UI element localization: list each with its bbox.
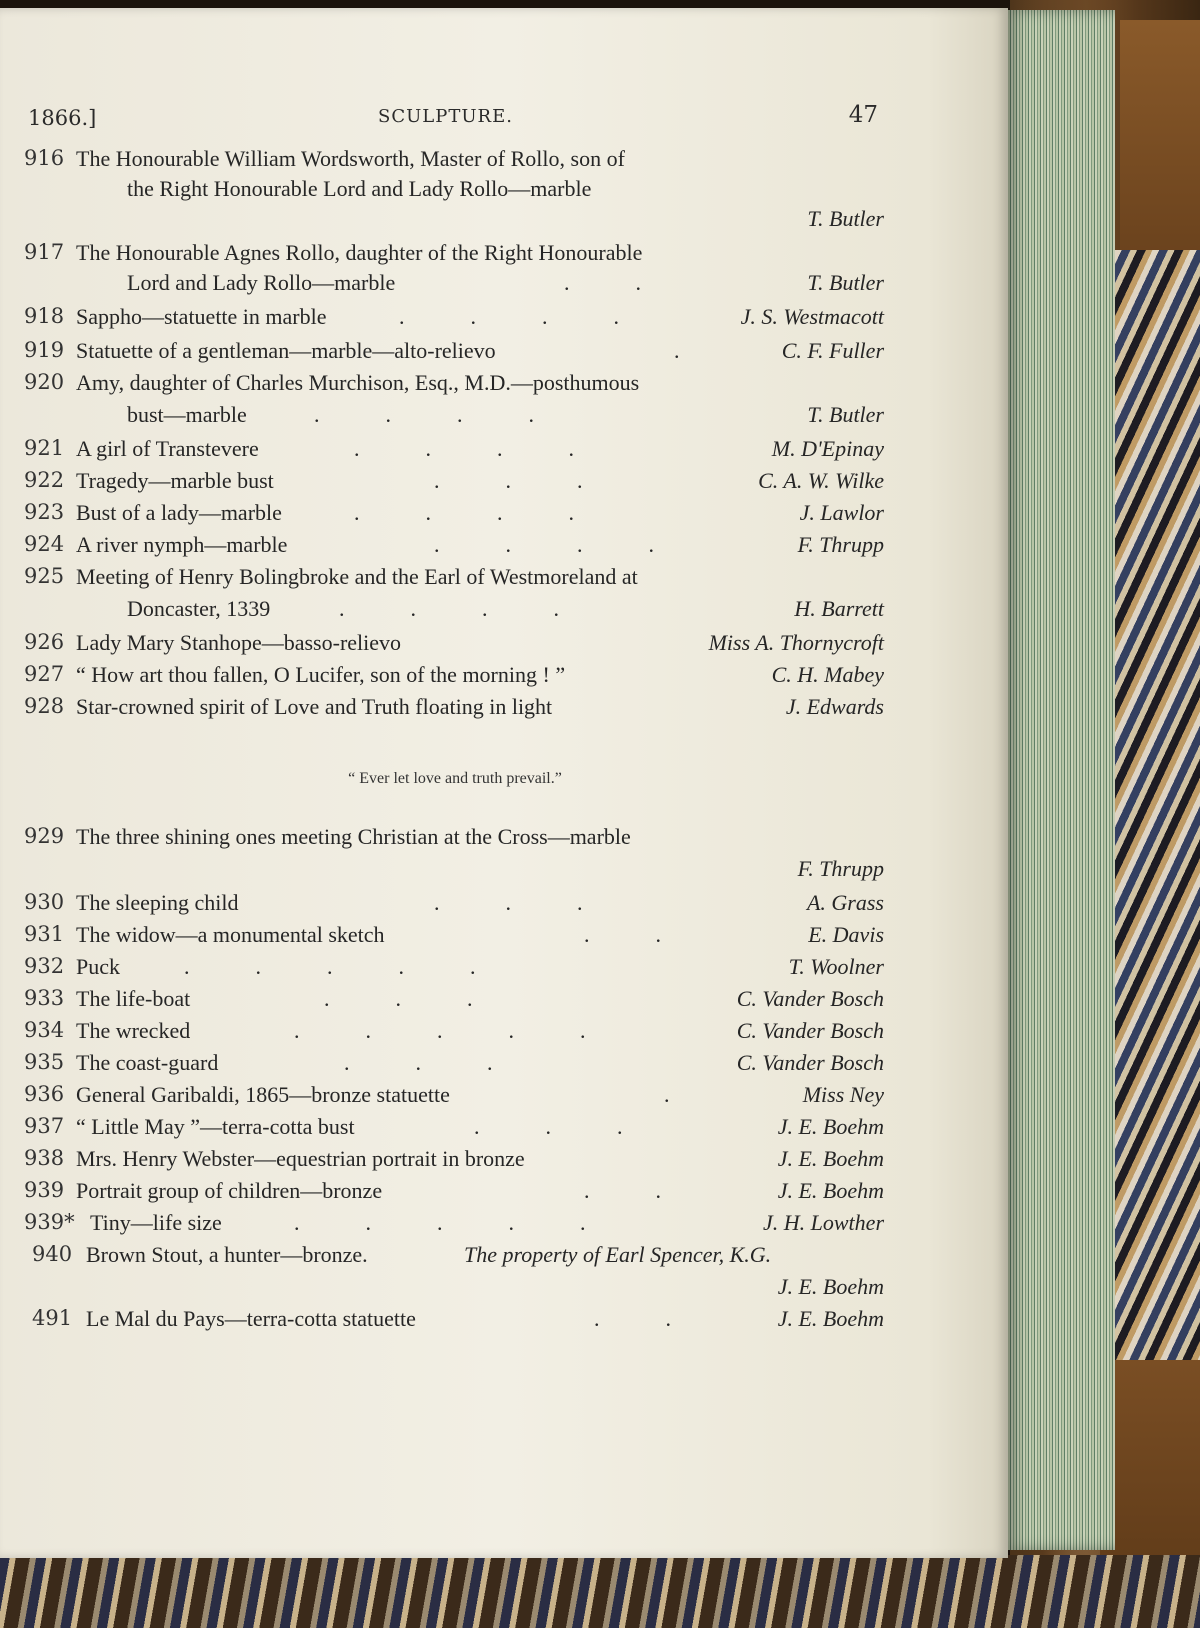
- entry-928: [24, 694, 884, 726]
- marbled-endpaper: [1115, 250, 1200, 1370]
- entry-929-artist: [24, 856, 884, 888]
- entry-title: A girl of Transtevere: [76, 436, 259, 461]
- entry-940-artist: [24, 1274, 884, 1306]
- entry-917: [24, 240, 884, 272]
- leader-dots: . .: [564, 270, 641, 295]
- entry-title: Portrait group of children—bronze: [76, 1178, 383, 1203]
- entry-title: “ Little May ”—terra-cotta bust: [76, 1114, 355, 1139]
- entry-artist: Miss A. Thornycroft: [708, 630, 884, 655]
- entry-title: Tiny—life size: [90, 1210, 222, 1235]
- leader-dots: . . . .: [354, 500, 574, 525]
- entry-title: General Garibaldi, 1865—bronze statuette: [76, 1082, 450, 1107]
- entry-artist: C. F. Fuller: [781, 338, 884, 363]
- entry-number: 918: [24, 304, 65, 328]
- entry-artist: T. Woolner: [788, 954, 884, 979]
- entry-title: Lady Mary Stanhope—basso-relievo: [76, 630, 402, 655]
- leader-dots: . . . .: [339, 596, 559, 621]
- leader-dots: . . . .: [434, 532, 654, 557]
- entry-artist: C. A. W. Wilke: [758, 468, 884, 493]
- entry-title: Statuette of a gentleman—marble—alto-relievo: [76, 338, 496, 363]
- entry-artist: J. E. Boehm: [777, 1274, 884, 1299]
- entry-title: The sleeping child: [76, 890, 239, 915]
- entry-title: Sappho—statuette in marble: [76, 304, 327, 329]
- catalogue-page: [0, 8, 1008, 1558]
- entry-number: 491: [32, 1306, 73, 1330]
- entry-925: [24, 564, 884, 596]
- entry-number: 920: [24, 370, 65, 394]
- marbled-bottom-edge: [0, 1555, 1200, 1628]
- header-year: 1866.]: [28, 106, 97, 130]
- entry-918: [24, 304, 884, 336]
- epigraph-quote: “ Ever let love and truth prevail.”: [348, 770, 562, 787]
- header-title: SCULPTURE.: [378, 106, 513, 127]
- entry-936: [24, 1082, 884, 1114]
- entry-title: Bust of a lady—marble: [76, 500, 282, 525]
- entry-939: [24, 1178, 884, 1210]
- entry-artist: Miss Ney: [802, 1082, 884, 1107]
- entry-number: 929: [24, 824, 65, 848]
- entry-number: 935: [24, 1050, 65, 1074]
- entry-artist: J. Edwards: [785, 694, 884, 719]
- leader-dots: . . . .: [399, 304, 619, 329]
- entry-artist: C. Vander Bosch: [736, 986, 884, 1011]
- entry-artist: H. Barrett: [794, 596, 884, 621]
- entry-number: 919: [24, 338, 65, 362]
- leader-dots: .: [674, 338, 680, 363]
- entry-title: The Honourable Agnes Rollo, daughter of the Right Honourable: [76, 240, 643, 265]
- entry-939-star: [24, 1210, 884, 1242]
- entry-artist: J. S. Westmacott: [740, 304, 884, 329]
- entry-number: 932: [24, 954, 65, 978]
- page-edges: [1005, 10, 1115, 1550]
- entry-number: 931: [24, 922, 65, 946]
- entry-number: 917: [24, 240, 65, 264]
- entry-938: [24, 1146, 884, 1178]
- entry-number: 916: [24, 146, 65, 170]
- entry-title: The widow—a monumental sketch: [76, 922, 385, 947]
- entry-artist: F. Thrupp: [797, 856, 884, 881]
- leader-dots: . . .: [324, 986, 473, 1011]
- entry-title: A river nymph—marble: [76, 532, 288, 557]
- entry-title-cont: Lord and Lady Rollo—marble: [127, 270, 396, 295]
- entry-934: [24, 1018, 884, 1050]
- entry-number: 933: [24, 986, 65, 1010]
- entry-916-artist: [24, 206, 884, 238]
- entry-number: 928: [24, 694, 65, 718]
- entry-number: 939*: [24, 1210, 75, 1234]
- entry-number: 939: [24, 1178, 65, 1202]
- entry-922: [24, 468, 884, 500]
- leader-dots: . .: [584, 922, 661, 947]
- entry-title: Le Mal du Pays—terra-cotta statuette: [86, 1306, 416, 1331]
- entry-923: [24, 500, 884, 532]
- entry-title: The wrecked: [76, 1018, 191, 1043]
- entry-title: Puck: [76, 954, 120, 979]
- entry-number: 926: [24, 630, 65, 654]
- entry-926: [24, 630, 884, 662]
- entry-artist: C. Vander Bosch: [736, 1050, 884, 1075]
- leader-dots: .: [664, 1082, 670, 1107]
- page-number: 47: [848, 102, 878, 128]
- entry-number: 934: [24, 1018, 65, 1042]
- entry-artist: T. Butler: [807, 270, 884, 295]
- entry-title: The Honourable William Wordsworth, Master of Rollo, son of: [76, 146, 625, 171]
- entry-930: [24, 890, 884, 922]
- entry-937: [24, 1114, 884, 1146]
- entry-number: 922: [24, 468, 65, 492]
- entry-property-note: The property of Earl Spencer, K.G.: [464, 1242, 772, 1267]
- entry-title: “ How art thou fallen, O Lucifer, son of the morning ! ”: [76, 662, 566, 687]
- leader-dots: . . . .: [314, 402, 534, 427]
- entry-artist: J. E. Boehm: [777, 1178, 884, 1203]
- leader-dots: . . . . .: [294, 1018, 586, 1043]
- entry-number: 936: [24, 1082, 65, 1106]
- entry-number: 940: [32, 1242, 73, 1266]
- entry-title: Amy, daughter of Charles Murchison, Esq., M.D.—posthumous: [76, 370, 640, 395]
- entry-number: 923: [24, 500, 65, 524]
- entry-number: 927: [24, 662, 65, 686]
- leader-dots: . . .: [344, 1050, 493, 1075]
- entry-940: [24, 1242, 884, 1274]
- entry-artist: F. Thrupp: [797, 532, 884, 557]
- entry-artist: J. E. Boehm: [777, 1114, 884, 1139]
- leader-dots: . .: [584, 1178, 661, 1203]
- entry-491: [24, 1306, 884, 1338]
- entry-927: [24, 662, 884, 694]
- entry-title: Star-crowned spirit of Love and Truth floating in light: [76, 694, 553, 719]
- entry-artist: J. E. Boehm: [777, 1306, 884, 1331]
- entry-number: 938: [24, 1146, 65, 1170]
- entry-artist: E. Davis: [808, 922, 884, 947]
- entry-artist: A. Grass: [806, 890, 884, 915]
- entry-number: 924: [24, 532, 65, 556]
- entry-artist: J. H. Lowther: [763, 1210, 884, 1235]
- leader-dots: . . .: [434, 468, 583, 493]
- entry-title: The life-boat: [76, 986, 191, 1011]
- entry-artist: M. D'Epinay: [771, 436, 884, 461]
- entry-title: The three shining ones meeting Christian at the Cross—marble: [76, 824, 631, 849]
- entry-932: [24, 954, 884, 986]
- entry-929: [24, 824, 884, 856]
- entry-artist: T. Butler: [807, 206, 884, 231]
- entry-931: [24, 922, 884, 954]
- leader-dots: . . . . .: [294, 1210, 586, 1235]
- entry-artist: C. Vander Bosch: [736, 1018, 884, 1043]
- leader-dots: . .: [594, 1306, 671, 1331]
- entry-artist: J. Lawlor: [799, 500, 884, 525]
- entry-935: [24, 1050, 884, 1082]
- leader-dots: . . . .: [354, 436, 574, 461]
- entry-title: Mrs. Henry Webster—equestrian portrait in bronze: [76, 1146, 525, 1171]
- entry-920-cont: [24, 402, 884, 434]
- entry-title: The coast-guard: [76, 1050, 219, 1075]
- entry-number: 921: [24, 436, 65, 460]
- entry-919: [24, 338, 884, 370]
- entry-title-cont: the Right Honourable Lord and Lady Rollo—marble: [127, 176, 592, 201]
- entry-artist: T. Butler: [807, 402, 884, 427]
- entry-917-cont: [24, 270, 884, 302]
- entry-title-cont: bust—marble: [127, 402, 247, 427]
- entry-920: [24, 370, 884, 402]
- entry-number: 925: [24, 564, 65, 588]
- entry-title: Brown Stout, a hunter—bronze.: [86, 1242, 368, 1267]
- book-cover-leather-top: [1120, 20, 1200, 260]
- entry-number: 937: [24, 1114, 65, 1138]
- entry-933: [24, 986, 884, 1018]
- running-header: [28, 104, 878, 138]
- entry-916: [24, 146, 884, 178]
- entry-title: Tragedy—marble bust: [76, 468, 274, 493]
- entry-921: [24, 436, 884, 468]
- entry-title: Meeting of Henry Bolingbroke and the Earl of Westmoreland at: [76, 564, 638, 589]
- entry-artist: J. E. Boehm: [777, 1146, 884, 1171]
- leader-dots: . . . . .: [184, 954, 476, 979]
- entry-artist: C. H. Mabey: [771, 662, 884, 687]
- entry-924: [24, 532, 884, 564]
- leader-dots: . . .: [434, 890, 583, 915]
- leader-dots: . . .: [474, 1114, 623, 1139]
- entry-number: 930: [24, 890, 65, 914]
- entry-916-cont: [24, 176, 884, 208]
- entry-925-cont: [24, 596, 884, 628]
- entry-title-cont: Doncaster, 1339: [127, 596, 271, 621]
